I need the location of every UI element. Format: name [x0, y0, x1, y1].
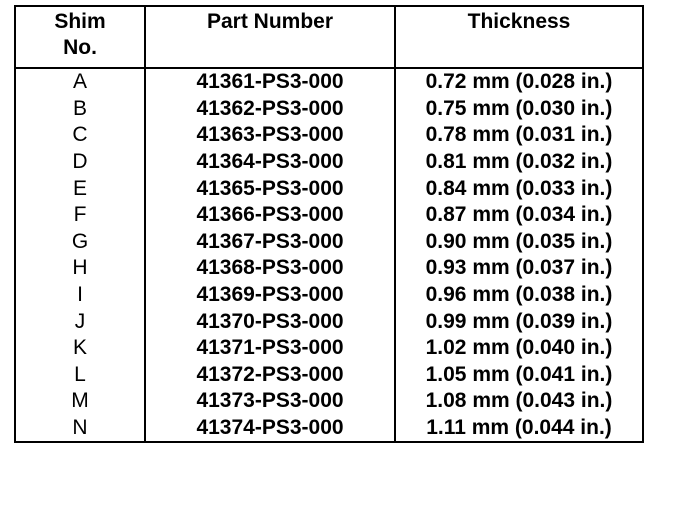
- part-number-cell: 41373-PS3-000: [145, 388, 395, 415]
- part-number-cell: 41370-PS3-000: [145, 308, 395, 335]
- part-number-cell: 41368-PS3-000: [145, 255, 395, 282]
- thickness-cell: 0.72 mm (0.028 in.): [395, 68, 643, 96]
- table-row: [15, 96, 643, 123]
- thickness-cell: 0.99 mm (0.039 in.): [395, 308, 643, 335]
- table-row: [15, 122, 643, 149]
- shim-table-container: [14, 5, 644, 443]
- thickness-cell: 0.81 mm (0.032 in.): [395, 149, 643, 176]
- thickness-cell: 0.87 mm (0.034 in.): [395, 202, 643, 229]
- table-row: [15, 149, 643, 176]
- part-number-cell: 41371-PS3-000: [145, 335, 395, 362]
- shim-cell: H: [15, 255, 145, 282]
- table-row: [15, 388, 643, 415]
- shim-cell: M: [15, 388, 145, 415]
- table-row: [15, 229, 643, 256]
- header-row: [15, 6, 643, 68]
- thickness-cell: 1.05 mm (0.041 in.): [395, 362, 643, 389]
- part-number-cell: 41364-PS3-000: [145, 149, 395, 176]
- part-number-cell: 41369-PS3-000: [145, 282, 395, 309]
- thickness-cell: 0.93 mm (0.037 in.): [395, 255, 643, 282]
- thickness-cell: 1.11 mm (0.044 in.): [395, 415, 643, 443]
- part-number-cell: 41374-PS3-000: [145, 415, 395, 443]
- shim-cell: G: [15, 229, 145, 256]
- shim-cell: K: [15, 335, 145, 362]
- part-number-cell: 41362-PS3-000: [145, 96, 395, 123]
- shim-cell: A: [15, 68, 145, 96]
- part-number-cell: 41363-PS3-000: [145, 122, 395, 149]
- part-number-cell: 41372-PS3-000: [145, 362, 395, 389]
- table-row: [15, 255, 643, 282]
- header-shim-no: [15, 6, 145, 68]
- table-row: [15, 335, 643, 362]
- table-row: [15, 308, 643, 335]
- part-number-cell: 41365-PS3-000: [145, 175, 395, 202]
- shim-cell: L: [15, 362, 145, 389]
- shim-cell: N: [15, 415, 145, 443]
- table-row: [15, 68, 643, 96]
- thickness-cell: 0.96 mm (0.038 in.): [395, 282, 643, 309]
- header-part-number: Part Number: [145, 6, 395, 68]
- table-row: [15, 362, 643, 389]
- part-number-cell: 41366-PS3-000: [145, 202, 395, 229]
- header-shim-line1: Shim: [54, 10, 106, 33]
- thickness-cell: 0.78 mm (0.031 in.): [395, 122, 643, 149]
- table-row: [15, 415, 643, 443]
- thickness-cell: 1.02 mm (0.040 in.): [395, 335, 643, 362]
- table-row: [15, 282, 643, 309]
- thickness-cell: 0.84 mm (0.033 in.): [395, 175, 643, 202]
- shim-cell: J: [15, 308, 145, 335]
- header-thickness: Thickness: [395, 6, 643, 68]
- shim-cell: F: [15, 202, 145, 229]
- header-shim-line2: No.: [63, 36, 97, 59]
- part-number-cell: 41361-PS3-000: [145, 68, 395, 96]
- shim-cell: I: [15, 282, 145, 309]
- shim-table: [14, 5, 644, 443]
- thickness-cell: 0.75 mm (0.030 in.): [395, 96, 643, 123]
- shim-cell: E: [15, 175, 145, 202]
- table-body: [15, 68, 643, 442]
- shim-cell: C: [15, 122, 145, 149]
- part-number-cell: 41367-PS3-000: [145, 229, 395, 256]
- thickness-cell: 1.08 mm (0.043 in.): [395, 388, 643, 415]
- shim-cell: D: [15, 149, 145, 176]
- table-row: [15, 175, 643, 202]
- thickness-cell: 0.90 mm (0.035 in.): [395, 229, 643, 256]
- shim-cell: B: [15, 96, 145, 123]
- table-row: [15, 202, 643, 229]
